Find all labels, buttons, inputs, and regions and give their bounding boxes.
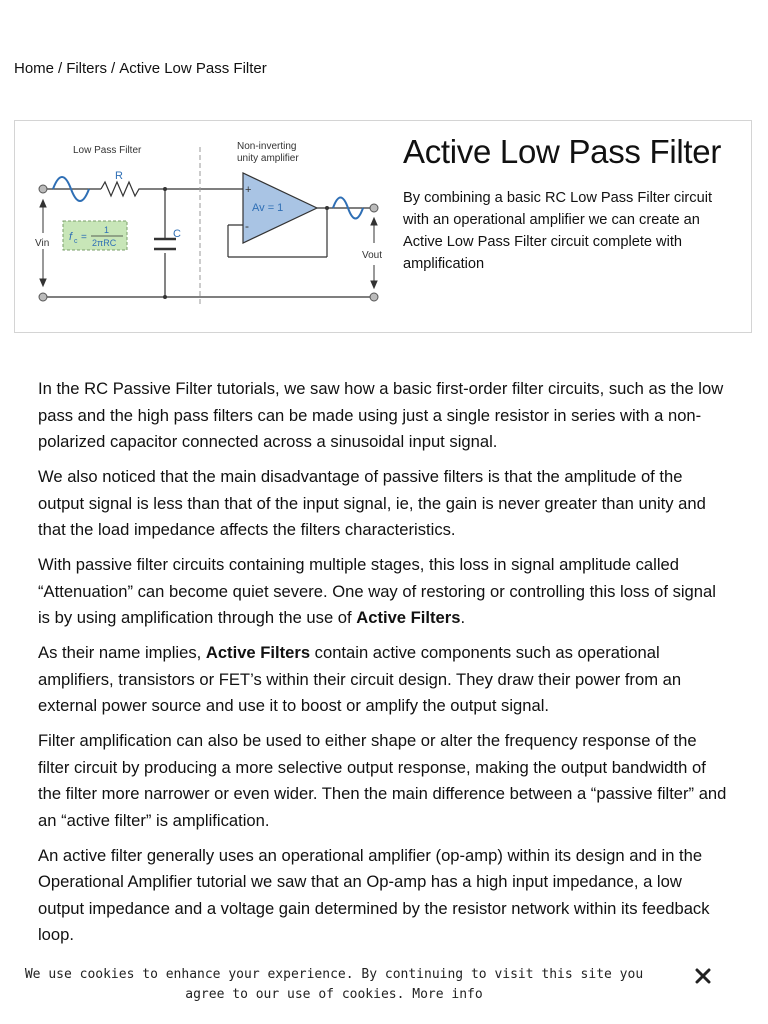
close-icon — [695, 968, 711, 984]
paragraph-5 — [38, 728, 732, 834]
paragraph-text: An active filter generally uses an operational amplifier (op-amp) within its design and in the Operational Amplifier tutorial we saw that an Op-amp has a high input impedance, a low output impedance and a voltage gain determined by the resistor network within its feedback loop. — [38, 845, 710, 944]
resistor-label: R — [115, 170, 123, 182]
paragraph-text: contain active components such as operational amplifiers, transistors or FET’s within their circuit design. They draw their power from an external power source and use it to boost or amplify the output signal. — [38, 643, 682, 715]
paragraph-text: . — [460, 608, 466, 627]
formula-denominator: 2πRC — [92, 238, 117, 248]
page-summary: By combining a basic RC Low Pass Filter circuit with an operational amplifier we can create an Active Low Pass Filter circuit complete with amplification — [403, 190, 713, 272]
paragraph-text: With passive filter circuits containing multiple stages, this loss in signal amplitude called “Attenuation” can become quiet severe. One way of restoring or controlling this loss of signal is by using amplification through the use of — [38, 555, 716, 627]
vin-top-terminal — [39, 185, 47, 193]
resistor-symbol — [101, 182, 143, 196]
paragraph-text: In the RC Passive Filter tutorials, we saw how a basic first-order filter circuits, such as the low pass and the high pass filters can be made using just a single resistor in series with a non-polarized capacitor connected across a sinusoidal input signal. — [38, 379, 724, 451]
breadcrumb-separator: / — [58, 60, 63, 77]
cookie-message — [14, 965, 654, 1005]
vin-bottom-terminal — [39, 293, 47, 301]
junction-dot — [163, 295, 167, 299]
breadcrumb-separator: / — [111, 60, 116, 77]
cookie-banner — [0, 962, 768, 1024]
page-title: Active Low Pass Filter — [403, 133, 722, 170]
hero-card — [14, 120, 752, 333]
filter-stage-label: Low Pass Filter — [73, 145, 142, 156]
paragraph-4 — [38, 640, 732, 720]
breadcrumb-current: Active Low Pass Filter — [119, 60, 267, 77]
breadcrumb — [14, 60, 267, 77]
amp-stage-label-2: unity amplifier — [237, 153, 299, 164]
breadcrumb-home-link[interactable]: Home — [14, 60, 55, 77]
opamp-plus-sign: + — [245, 184, 252, 196]
formula-equals: = — [81, 232, 87, 243]
capacitor-label: C — [173, 228, 181, 240]
amp-stage-label-1: Non-inverting — [237, 141, 297, 152]
paragraph-text: We also noticed that the main disadvantage of passive filters is that the amplitude of the output signal is less than that of the input signal, ie, the gain is never greater than unity and that the load impedance affects the filters characteristics. — [38, 467, 706, 539]
vin-label: Vin — [35, 238, 50, 249]
opamp-minus-sign: - — [245, 219, 249, 233]
paragraph-3 — [38, 552, 732, 632]
paragraph-text: Filter amplification can also be used to either shape or alter the frequency response of the filter circuit by producing a more selective output response, making the output bandwidth of the filter more narrower or even wider. Then the main difference between a “passive filter” and an “active filter” is amplification. — [38, 731, 727, 830]
formula-subscript: c — [74, 238, 78, 245]
opamp-gain-label: Av = 1 — [252, 202, 284, 214]
paragraph-text: As their name implies, — [38, 643, 206, 662]
paragraph-1 — [38, 376, 732, 456]
formula-lhs: f — [69, 231, 73, 243]
cookie-text: We use cookies to enhance your experience. By continuing to visit this site you agree to our use of cookies. — [24, 967, 644, 1002]
paragraph-6 — [38, 843, 732, 949]
article-body — [38, 376, 732, 957]
bold-term: Active Filters — [356, 608, 461, 627]
bold-term: Active Filters — [205, 643, 311, 662]
junction-dot — [163, 187, 167, 191]
breadcrumb-filters-link[interactable]: Filters — [66, 60, 108, 77]
cookie-more-info-link[interactable]: More info — [412, 987, 483, 1002]
junction-dot — [325, 206, 329, 210]
vout-label: Vout — [362, 250, 383, 261]
vout-top-terminal — [370, 204, 378, 212]
active-low-pass-filter-diagram — [15, 121, 405, 332]
paragraph-2 — [38, 464, 732, 544]
vout-bottom-terminal — [370, 293, 378, 301]
cookie-close-button[interactable] — [690, 964, 716, 988]
formula-numerator: 1 — [104, 225, 110, 235]
